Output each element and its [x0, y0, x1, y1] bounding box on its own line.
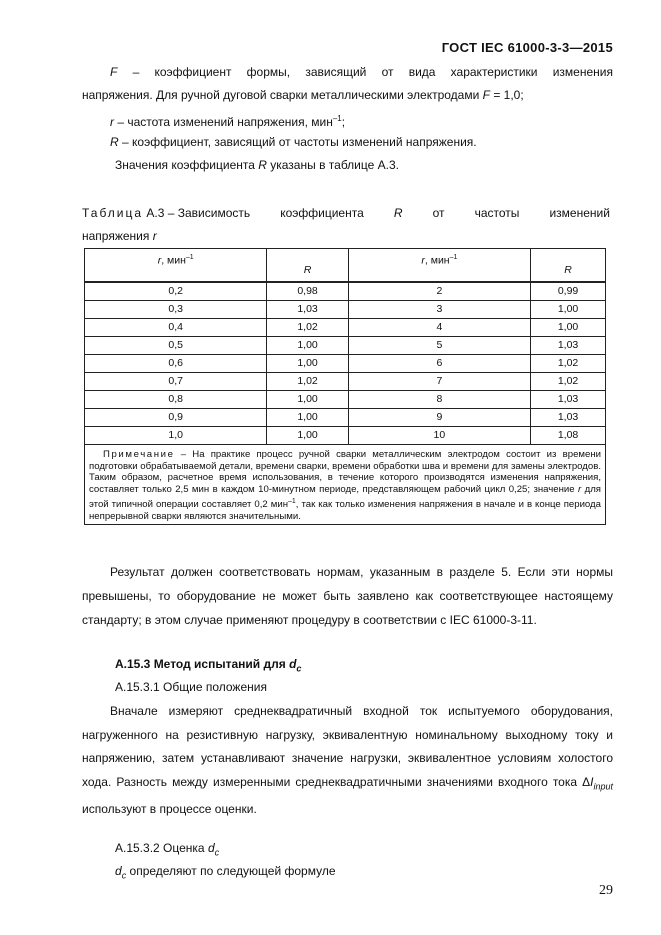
table-caption	[82, 202, 610, 248]
table-note-row	[85, 445, 606, 525]
header-r-1: r, мин$^{-1}$	[85, 249, 267, 283]
table-caption-line1: Таблица А.3 – Зависимость коэффициента R от частоты изменений	[82, 202, 610, 225]
table-row: 0,5 1,00 5 1,03	[85, 337, 606, 355]
table-row: 1,0 1,00 10 1,08	[85, 427, 606, 445]
header-R-2: R	[531, 249, 606, 283]
header-r-2: r, мин$^{-1}$	[348, 249, 530, 283]
page-number: 29	[599, 883, 613, 898]
paragraph-formula-intro: $d_c$ определяют по следующей формуле	[115, 864, 336, 881]
paragraph-R: R – коэффициент, зависящий от частоты изменений напряжения.	[110, 135, 477, 149]
table-note: Примечание – На практике процесс ручной сварки металлическим электродом состоит из времени подготовки обрабатываемой детали, времени сварки, времени обработки шва и времени для замены электродов. Таким образом, расчетное время использования, в течение которого производятся изменения напряжения, составляет только 2,5 мин в каждом 10-минутном периоде, представляющем рабочий цикл 0,25; значение r для этой типичной операции составляет 0,2 мин$^{-1}$, так как только изменения напряжения в начале и в конце периода непрерывной сварки являются значительными.	[85, 445, 606, 525]
paragraph-method: Вначале измеряют среднеквадратичный входной ток испытуемого оборудования, нагруженного на резистивную нагрузку, эквивалентную номинальному выходному току и напряжению, затем устанавливают значение нагрузки, эквивалентное условиям холостого хода. Разность между измеренными среднеквадратичными значениями входного тока $\Delta I_{input}$ используют в процессе оценки.	[82, 704, 613, 817]
section-a1532-heading: А.15.3.2 Оценка $d_c$	[115, 841, 220, 858]
coefficient-table	[84, 248, 606, 525]
paragraph-result: Результат должен соответствовать нормам, указанным в разделе 5. Если эти нормы превышены, то оборудование не может быть заявлено как соответствующее настоящему стандарту; в этом случае применяют процедуру в соответствии с IEC 61000-3-11.	[82, 565, 613, 627]
document-code-header: ГОСТ IEC 61000-3-3—2015	[441, 40, 613, 55]
table-row: 0,3 1,03 3 1,00	[85, 301, 606, 319]
section-a1531-heading: А.15.3.1 Общие положения	[115, 680, 267, 694]
section-a153-heading: А.15.3 Метод испытаний для $d_c$	[115, 657, 302, 674]
paragraph-f-line1: F – коэффициент формы, зависящий от вида характеристики изменения	[110, 65, 613, 79]
table-row: 0,7 1,02 7 1,02	[85, 373, 606, 391]
table-row: 0,6 1,00 6 1,02	[85, 355, 606, 373]
header-R-1: R	[267, 249, 348, 283]
caption-tablica: Таблица А.3 – Зависимость	[82, 206, 251, 220]
table-row: 0,4 1,02 4 1,00	[85, 319, 606, 337]
paragraph-f-line2: напряжения. Для ручной дуговой сварки металлическими электродами F = 1,0;	[82, 88, 524, 102]
paragraph-r: r – частота изменений напряжения, мин$^{-1}$;	[110, 114, 346, 129]
table-caption-line2: напряжения r	[82, 229, 157, 243]
table-row: 0,9 1,00 9 1,03	[85, 409, 606, 427]
table-row: 0,2 0,98 2 0,99	[85, 282, 606, 301]
paragraph-values: Значения коэффициента R указаны в таблице А.3.	[115, 158, 399, 172]
table-header-row	[85, 249, 606, 283]
table-row: 0,8 1,00 8 1,03	[85, 391, 606, 409]
